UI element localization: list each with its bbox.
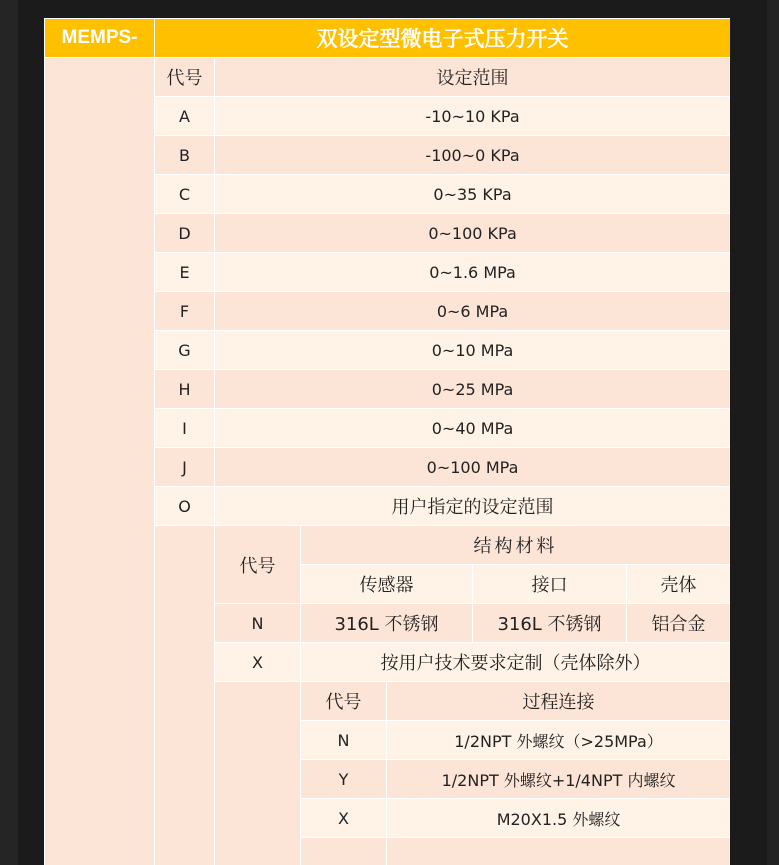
range-value: -100~0 KPa <box>215 136 731 175</box>
connection-code-empty <box>301 838 387 865</box>
range-value: 0~100 KPa <box>215 214 731 253</box>
connection-code: X <box>301 799 387 838</box>
left-background-stripe <box>0 0 18 865</box>
connection-title: 过程连接 <box>387 682 731 721</box>
connection-text: 1/2NPT 外螺纹+1/4NPT 内螺纹 <box>387 760 731 799</box>
range-code: H <box>155 370 215 409</box>
material-custom-text: 按用户技术要求定制（壳体除外） <box>301 643 731 682</box>
housing-material: 铝合金 <box>627 604 731 643</box>
range-header-row <box>45 58 731 97</box>
range-code: A <box>155 97 215 136</box>
connection-code: N <box>301 721 387 760</box>
range-value: 0~40 MPa <box>215 409 731 448</box>
sensor-material: 316L 不锈钢 <box>301 604 473 643</box>
housing-header: 壳体 <box>627 565 731 604</box>
material-code-header: 代号 <box>215 526 301 604</box>
range-column-spacer <box>155 526 215 865</box>
connection-text: M20X1.5 外螺纹 <box>387 799 731 838</box>
connection-code-header: 代号 <box>301 682 387 721</box>
range-value: 0~35 KPa <box>215 175 731 214</box>
range-value: 0~100 MPa <box>215 448 731 487</box>
connection-text: 1/2NPT 外螺纹（>25MPa） <box>387 721 731 760</box>
port-header: 接口 <box>473 565 627 604</box>
port-material: 316L 不锈钢 <box>473 604 627 643</box>
selection-table-sheet <box>44 18 730 865</box>
range-value: 0~25 MPa <box>215 370 731 409</box>
range-code: D <box>155 214 215 253</box>
range-value: 用户指定的设定范围 <box>215 487 731 526</box>
range-value: -10~10 KPa <box>215 97 731 136</box>
range-value: 0~1.6 MPa <box>215 253 731 292</box>
range-code: I <box>155 409 215 448</box>
range-value: 0~6 MPa <box>215 292 731 331</box>
model-selection-table <box>44 18 730 865</box>
product-title: 双设定型微电子式压力开关 <box>155 19 731 58</box>
range-code: G <box>155 331 215 370</box>
range-code: C <box>155 175 215 214</box>
header-row <box>45 19 731 58</box>
connection-text-empty <box>387 838 731 865</box>
material-column-spacer <box>215 682 301 865</box>
range-code: B <box>155 136 215 175</box>
connection-code: Y <box>301 760 387 799</box>
range-code-header: 代号 <box>155 58 215 97</box>
range-code: O <box>155 487 215 526</box>
prefix-column-spacer <box>45 58 155 865</box>
model-prefix: MEMPS- <box>45 19 155 58</box>
material-custom-code: X <box>215 643 301 682</box>
right-background-stripe <box>767 0 779 865</box>
range-code: F <box>155 292 215 331</box>
range-header: 设定范围 <box>215 58 731 97</box>
material-title: 结构材料 <box>301 526 731 565</box>
range-code: J <box>155 448 215 487</box>
material-code: N <box>215 604 301 643</box>
sensor-header: 传感器 <box>301 565 473 604</box>
range-code: E <box>155 253 215 292</box>
range-value: 0~10 MPa <box>215 331 731 370</box>
